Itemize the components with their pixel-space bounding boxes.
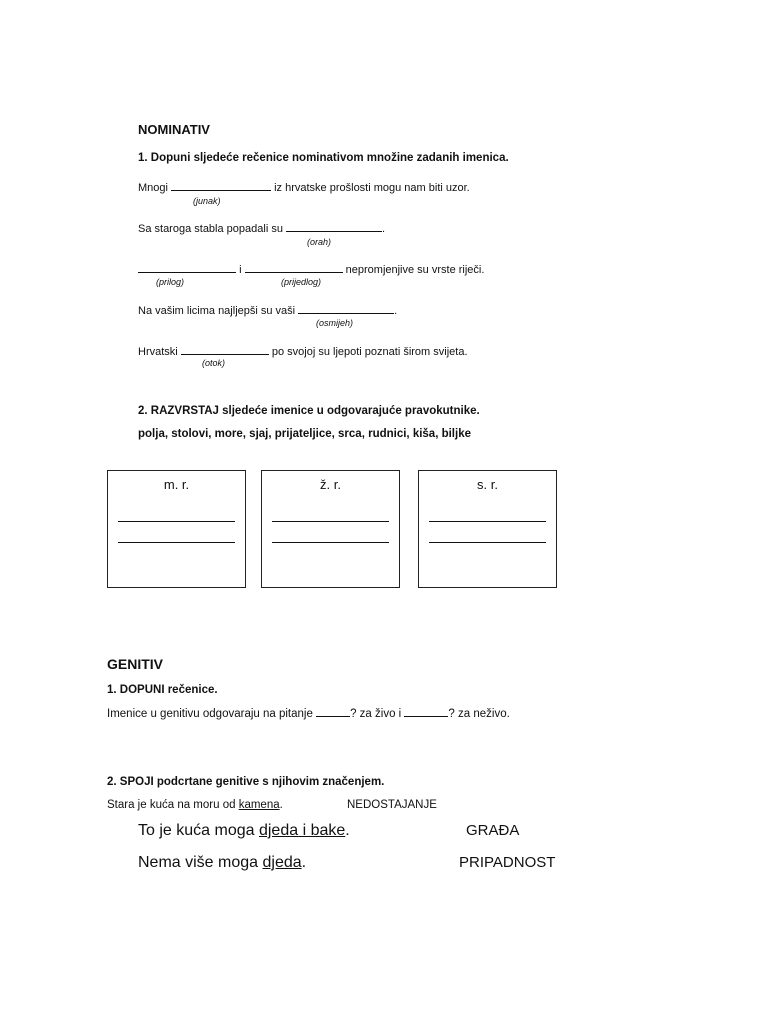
match-sentence-2 — [138, 822, 350, 840]
genitiv-task1-before: Imenice u genitivu odgovaraju na pitanje — [107, 708, 313, 720]
task2-heading: 2. RAZVRSTAJ sljedeće imenice u odgovarajuće pravokutnike. — [138, 405, 480, 417]
sentence-3-mid: i — [239, 264, 242, 276]
hint-orah: (orah) — [307, 237, 332, 247]
answer-blank[interactable] — [404, 707, 448, 717]
section-title-genitiv: GENITIV — [107, 656, 164, 672]
sentence-2 — [138, 222, 385, 235]
box-line — [272, 542, 389, 543]
hint-junak: (junak) — [193, 196, 221, 206]
genitiv-task1-sentence — [107, 707, 510, 720]
match-sentence-3 — [138, 854, 306, 872]
sentence-1-before: Mnogi — [138, 182, 168, 194]
sentence-4-before: Na vašim licima najljepši su vaši — [138, 305, 296, 317]
match-sentence-2-pre: To je kuća moga — [138, 822, 255, 839]
box-line — [429, 521, 546, 522]
box-line — [429, 542, 546, 543]
answer-blank[interactable] — [316, 707, 350, 717]
box-line — [272, 521, 389, 522]
match-sentence-1-post: . — [279, 799, 283, 811]
match-sentence-3-pre: Nema više moga — [138, 854, 259, 871]
hint-osmijeh: (osmijeh) — [316, 318, 354, 328]
genitiv-task2-heading: 2. SPOJI podcrtane genitive s njihovim značenjem. — [107, 776, 385, 788]
underlined-genitive[interactable]: djeda — [262, 854, 302, 871]
box-label-sr: s. r. — [477, 477, 498, 492]
hint-prijedlog: (prijedlog) — [281, 277, 322, 287]
box-label-mr: m. r. — [163, 477, 190, 492]
genitiv-task1-mid: ? za živo i — [350, 708, 402, 720]
match-sentence-2-post: . — [345, 822, 350, 839]
underlined-genitive[interactable]: kamena — [238, 799, 280, 811]
answer-blank[interactable] — [245, 263, 343, 273]
match-sentence-1-pre: Stara je kuća na moru od — [107, 799, 236, 811]
answer-blank[interactable] — [181, 345, 269, 355]
sentence-3 — [138, 263, 484, 276]
box-feminine[interactable] — [261, 470, 400, 588]
word-list: polja, stolovi, more, sjaj, prijateljice, srca, rudnici, kiša, biljke — [138, 428, 471, 440]
meaning-grada[interactable]: GRAĐA — [466, 822, 520, 839]
hint-prilog: (prilog) — [156, 277, 185, 287]
answer-blank[interactable] — [286, 222, 382, 232]
answer-blank[interactable] — [138, 263, 236, 273]
box-line — [118, 521, 235, 522]
answer-blank[interactable] — [171, 181, 271, 191]
sentence-5-before: Hrvatski — [138, 346, 178, 358]
sentence-4 — [138, 304, 397, 317]
box-label-zr: ž. r. — [320, 477, 341, 492]
meaning-pripadnost[interactable]: PRIPADNOST — [459, 854, 556, 871]
genitiv-task1-heading: 1. DOPUNI rečenice. — [107, 684, 218, 696]
meaning-nedostajanje[interactable]: NEDOSTAJANJE — [347, 799, 437, 811]
section-title-nominativ: NOMINATIV — [138, 122, 210, 137]
genitiv-task1-after: ? za neživo. — [448, 708, 510, 720]
box-masculine[interactable] — [107, 470, 246, 588]
match-sentence-1 — [107, 799, 283, 811]
box-neuter[interactable] — [418, 470, 557, 588]
sentence-4-after: . — [394, 305, 398, 317]
box-line — [118, 542, 235, 543]
sentence-5 — [138, 345, 468, 358]
answer-blank[interactable] — [298, 304, 394, 314]
sentence-3-after: nepromjenjive su vrste riječi. — [345, 264, 485, 276]
task1-heading: 1. Dopuni sljedeće rečenice nominativom množine zadanih imenica. — [138, 152, 509, 164]
sentence-2-before: Sa staroga stabla popadali su — [138, 223, 283, 235]
sentence-1 — [138, 181, 470, 194]
underlined-genitive[interactable]: djeda i bake — [258, 822, 346, 839]
match-sentence-3-post: . — [301, 854, 307, 871]
hint-otok: (otok) — [202, 358, 226, 368]
sentence-2-after: . — [382, 223, 386, 235]
sentence-5-after: po svojoj su ljepoti poznati širom svijeta. — [271, 346, 468, 358]
sentence-1-after: iz hrvatske prošlosti mogu nam biti uzor. — [274, 182, 470, 194]
